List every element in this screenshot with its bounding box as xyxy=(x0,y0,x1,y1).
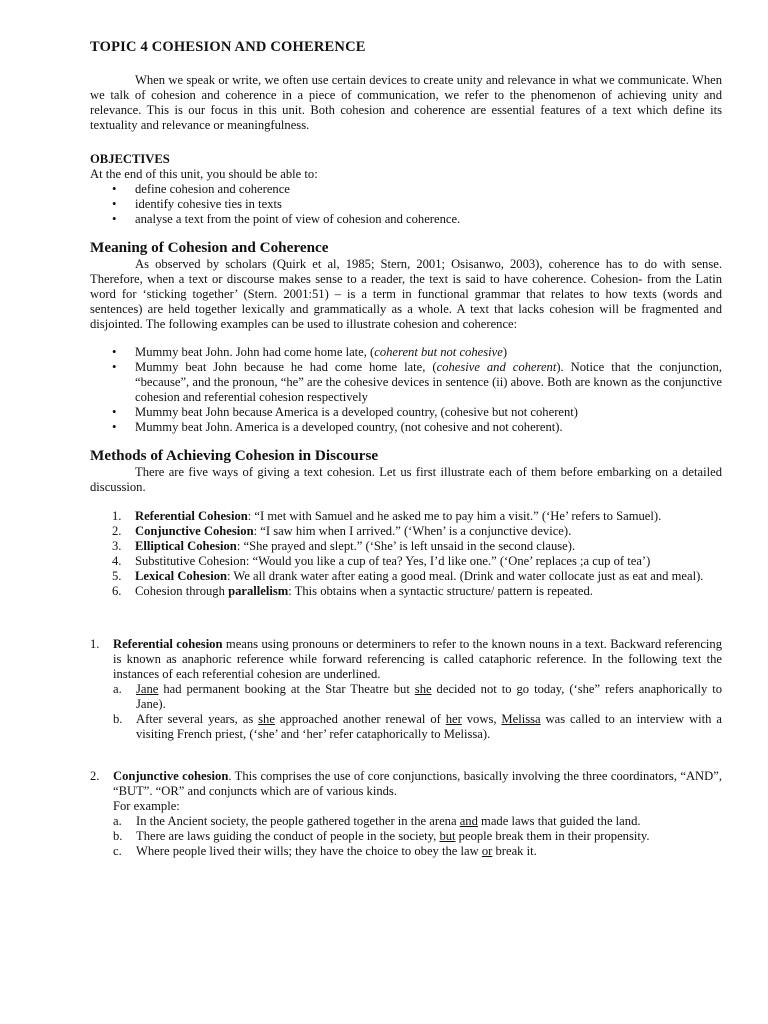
method-item xyxy=(90,569,722,584)
underlined-word: Jane xyxy=(136,682,159,696)
meaning-paragraph: As observed by scholars (Quirk et al, 1985; Stern, 2001; Osisanwo, 2003), coherence has to do with sense. Therefore, when a text or discourse makes sense to a reader, the text is said to have coherence. Cohesion- from the Latin word for ‘sticking together’ (Stern. 2001:51) – is a term in functional grammar that relates to how texts (words and sentences) are held together lexically and grammatically as a whole. A text that lacks cohesion will be fragmented and disjointed. The following examples can be used to illustrate cohesion and coherence: xyxy=(90,257,722,331)
conjunctive-example xyxy=(113,829,722,844)
document-page xyxy=(90,38,722,859)
example-text: Where people lived their wills; they have the choice to obey the law xyxy=(136,844,482,858)
method-bold: parallelism xyxy=(228,584,289,598)
objectives-heading: OBJECTIVES xyxy=(90,152,170,166)
referential-example xyxy=(113,712,722,742)
example-text: Mummy beat John. John had come home late, ( xyxy=(135,345,375,359)
list-number: 5. xyxy=(112,569,122,583)
method-text: : We all drank water after eating a good meal. (Drink and water collocate just as eat and meal). xyxy=(227,569,704,583)
method-bold: Elliptical Cohesion xyxy=(135,539,237,553)
list-letter: a. xyxy=(113,682,122,696)
referential-bold: Referential cohesion xyxy=(113,637,223,651)
example-text: There are laws guiding the conduct of people in the society, xyxy=(136,829,440,843)
example-text: had permanent booking at the Star Theatre but xyxy=(158,682,415,696)
objective-item: • define cohesion and coherence xyxy=(90,182,722,197)
objectives-lead: At the end of this unit, you should be able to: xyxy=(90,167,318,181)
method-bold: Referential Cohesion xyxy=(135,509,248,523)
list-number: 3. xyxy=(112,539,122,553)
intro-paragraph: When we speak or write, we often use certain devices to create unity and relevance in what we communicate. When we talk of cohesion and coherence in a piece of communication, we refer to the phenomenon of achieving unity and relevance. This is our focus in this unit. Both cohesion and coherence are essential features of a text which define its textuality and relevance or meaningfulness. xyxy=(90,73,722,132)
example-text: vows, xyxy=(461,712,502,726)
method-item xyxy=(90,509,722,524)
method-item xyxy=(90,539,722,554)
section-heading-methods: Methods of Achieving Cohesion in Discourse xyxy=(90,447,379,464)
example-text: was called to an interview with a visiting French priest, (‘she’ and ‘her’ refer cataphorically to Melissa). xyxy=(136,712,722,741)
list-number: 2. xyxy=(90,769,100,783)
underlined-word: she xyxy=(258,712,275,726)
page-title: TOPIC 4 COHESION AND COHERENCE xyxy=(90,39,366,55)
example-text: decided not to go today, (‘she” refers anaphorically to Jane). xyxy=(136,682,723,711)
underlined-word: her xyxy=(445,712,462,726)
referential-body: means using pronouns or determiners to refer to the known nouns in a text. Backward referencing is known as anaphoric reference while forward referencing is called cataphoric reference. In the following text the instances of each referential cohesion are underlined. xyxy=(113,637,723,681)
example-item: • Mummy beat John. America is a developed country, (not cohesive and not coherent). xyxy=(90,420,722,435)
example-text: ). Notice that the conjunction, “because”, and the pronoun, “he” are the cohesive devices in sentence (ii) above. Both are known as the conjunctive cohesion and referential cohesion respectively xyxy=(135,360,722,404)
referential-example xyxy=(113,682,722,712)
objective-item: • analyse a text from the point of view of cohesion and coherence. xyxy=(90,212,722,227)
method-text: : “I met with Samuel and he asked me to pay him a visit.” (‘He’ refers to Samuel). xyxy=(247,509,662,523)
example-text: Mummy beat John because he had come home late, ( xyxy=(135,360,437,374)
conjunctive-section xyxy=(90,769,722,859)
method-text: : This obtains when a syntactic structure/ pattern is repeated. xyxy=(288,584,593,598)
example-item xyxy=(90,360,722,405)
examples-list xyxy=(90,345,722,435)
example-text: ) xyxy=(502,345,508,359)
method-text: : “I saw him when I arrived.” (‘When’ is a conjunctive device). xyxy=(253,524,572,538)
list-letter: a. xyxy=(113,814,122,828)
list-letter: b. xyxy=(113,829,123,843)
referential-examples xyxy=(113,682,722,742)
conjunctive-body: . This comprises the use of core conjunctions, basically involving the three coordinators, “AND”, “BUT”. “OR” and conjuncts which are of various kinds. xyxy=(113,769,722,798)
example-text: break it. xyxy=(492,844,537,858)
referential-paragraph xyxy=(90,637,722,742)
method-item xyxy=(90,524,722,539)
example-text: In the Ancient society, the people gathered together in the arena xyxy=(136,814,460,828)
method-bold: Lexical Cohesion xyxy=(135,569,228,583)
underlined-word: and xyxy=(459,814,478,828)
conjunctive-paragraph xyxy=(90,769,722,859)
list-number: 6. xyxy=(112,584,122,598)
underlined-word: Melissa xyxy=(501,712,541,726)
example-text: approached another renewal of xyxy=(274,712,446,726)
conjunctive-example xyxy=(113,844,722,859)
referential-section xyxy=(90,637,722,742)
methods-list xyxy=(90,509,722,599)
conjunctive-bold: Conjunctive cohesion xyxy=(113,769,229,783)
method-text: Substitutive Cohesion: “Would you like a cup of tea? Yes, I’d like one.” (‘One’ replaces ;a cup of tea’) xyxy=(135,554,651,568)
underlined-word: but xyxy=(439,829,456,843)
example-text: made laws that guided the land. xyxy=(477,814,641,828)
list-letter: c. xyxy=(113,844,122,858)
example-italic: cohesive and coherent xyxy=(436,360,557,374)
list-number: 2. xyxy=(112,524,122,538)
method-item xyxy=(90,554,722,569)
conjunctive-examples xyxy=(113,814,722,859)
example-item xyxy=(90,345,722,360)
referential-text xyxy=(113,637,722,682)
example-text: After several years, as xyxy=(136,712,259,726)
objective-item: • identify cohesive ties in texts xyxy=(90,197,722,212)
methods-intro: There are five ways of giving a text cohesion. Let us first illustrate each of them before embarking on a detailed discussion. xyxy=(90,465,722,494)
example-text: people break them in their propensity. xyxy=(455,829,650,843)
underlined-word: or xyxy=(481,844,493,858)
underlined-word: she xyxy=(414,682,432,696)
list-number: 1. xyxy=(112,509,122,523)
method-text: : “She prayed and slept.” (‘She’ is left unsaid in the second clause). xyxy=(236,539,576,553)
conjunctive-text xyxy=(113,769,722,799)
list-number: 1. xyxy=(90,637,100,651)
example-item: • Mummy beat John because America is a developed country, (cohesive but not coherent) xyxy=(90,405,722,420)
list-number: 4. xyxy=(112,554,122,568)
method-item xyxy=(90,584,722,599)
objectives-list xyxy=(90,182,722,227)
for-example-label: For example: xyxy=(113,799,180,813)
list-letter: b. xyxy=(113,712,123,726)
example-italic: coherent but not cohesive xyxy=(374,345,503,359)
conjunctive-example xyxy=(113,814,722,829)
method-text: Cohesion through xyxy=(135,584,229,598)
section-heading-meaning: Meaning of Cohesion and Coherence xyxy=(90,239,329,256)
method-bold: Conjunctive Cohesion xyxy=(135,524,254,538)
